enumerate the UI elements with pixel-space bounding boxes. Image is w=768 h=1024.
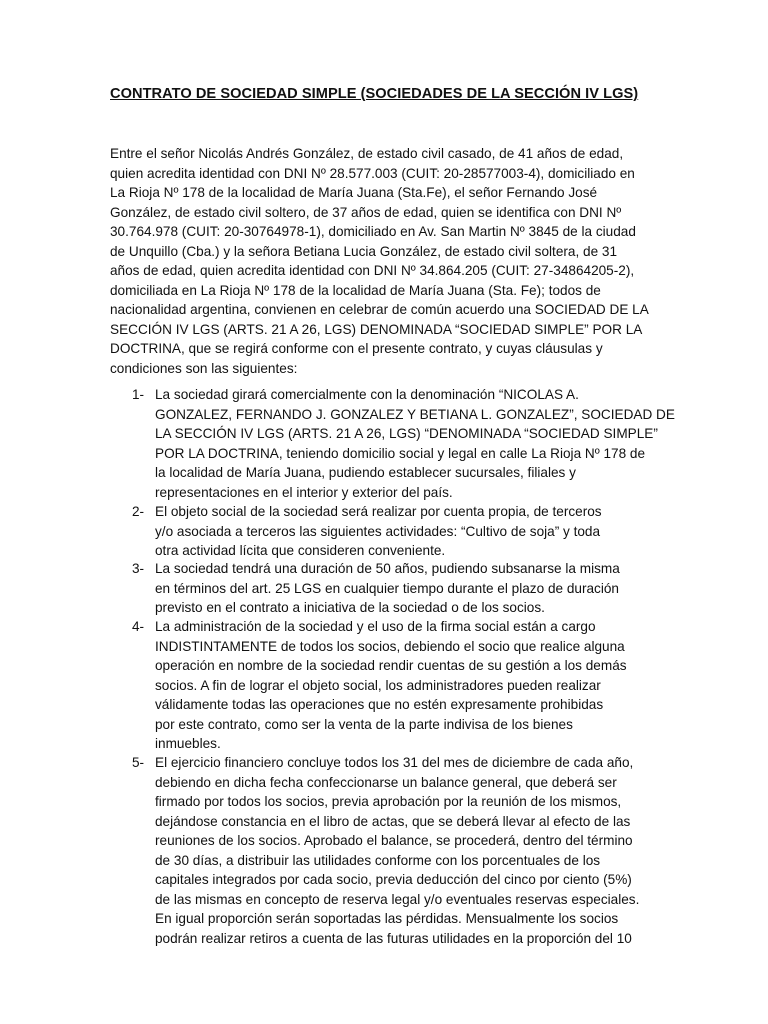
clause-line: socios. A fin de lograr el objeto social, los administradores pueden realizar — [155, 677, 601, 693]
document-title: CONTRATO DE SOCIEDAD SIMPLE (SOCIEDADES DE LA SECCIÓN IV LGS) — [110, 86, 639, 102]
intro-line: La Rioja Nº 178 de la localidad de María Juana (Sta.Fe), el señor Fernando José — [110, 185, 598, 200]
clause-line: POR LA DOCTRINA, teniendo domicilio social y legal en calle La Rioja Nº 178 de — [155, 445, 646, 461]
clause-text — [155, 502, 675, 561]
clause-number: 4- — [132, 619, 145, 634]
clause-number: 3- — [132, 561, 145, 576]
clause-line: En igual proporción serán soportadas las pérdidas. Mensualmente los socios — [155, 911, 619, 926]
intro-line: domiciliada en La Rioja Nº 178 de la localidad de María Juana (Sta. Fe); todos de — [110, 282, 601, 298]
clause-line: firmado por todos los socios, previa aprobación por la reunión de los mismos, — [155, 794, 622, 809]
clause-line: representaciones en el interior y exterior del país. — [155, 484, 453, 500]
clause-line: dejándose constancia en el libro de actas, que se deberá llevar al efecto de las — [155, 813, 631, 829]
clause-line: otra actividad lícita que consideren conveniente. — [155, 543, 446, 558]
clause-number: 5- — [132, 755, 145, 770]
intro-line: nacionalidad argentina, convienen en celebrar de común acuerdo una SOCIEDAD DE LA — [110, 302, 649, 317]
intro-line: 30.764.978 (CUIT: 20-30764978-1), domiciliado en Av. San Martin Nº 3845 de la ciudad — [110, 224, 636, 239]
clause-text — [155, 617, 675, 754]
clause-line: La sociedad girará comercialmente con la denominación “NICOLAS A. — [155, 387, 579, 402]
clause-line: operación en nombre de la sociedad rendir cuentas de su gestión a los demás — [155, 658, 627, 673]
clause-line: capitales integrados por cada socio, previa deducción del cinco por ciento (5%) — [155, 872, 632, 887]
intro-line: quien acredita identidad con DNI Nº 28.577.003 (CUIT: 20-28577003-4), domiciliado en — [110, 165, 635, 181]
clause-number: 2- — [132, 504, 145, 519]
clause-line: por este contrato, como ser la venta de la parte indivisa de los bienes — [155, 716, 573, 732]
intro-line: años de edad, quien acredita identidad con DNI Nº 34.864.205 (CUIT: 27-34864205-2), — [110, 263, 635, 278]
clause-line: podrán realizar retiros a cuenta de las futuras utilidades en la proporción del 10 — [155, 930, 632, 946]
clause-line: y/o asociada a terceros las siguientes actividades: “Cultivo de soja” y toda — [155, 523, 601, 539]
clause-line: El objeto social de la sociedad será realizar por cuenta propia, de terceros — [155, 504, 602, 519]
clause-line: La sociedad tendrá una duración de 50 años, pudiendo subsanarse la misma — [155, 561, 620, 576]
intro-line: condiciones son las siguientes: — [110, 360, 298, 376]
intro-line: SECCIÓN IV LGS (ARTS. 21 A 26, LGS) DENOMINADA “SOCIEDAD SIMPLE” POR LA — [110, 321, 643, 337]
clause-line: reuniones de los socios. Aprobado el balance, se procederá, dentro del término — [155, 833, 633, 848]
clause-line: INDISTINTAMENTE de todos los socios, debiendo el socio que realice alguna — [155, 638, 625, 654]
intro-paragraph — [110, 144, 670, 378]
clause-line: GONZALEZ, FERNANDO J. GONZALEZ Y BETIANA L. GONZALEZ”, SOCIEDAD DE — [155, 406, 675, 422]
intro-line: Entre el señor Nicolás Andrés González, de estado civil casado, de 41 años de edad, — [110, 146, 624, 161]
clause-line: inmuebles. — [155, 736, 221, 751]
clause-text — [155, 559, 675, 618]
clause-text — [155, 385, 675, 502]
clause-line: de las mismas en concepto de reserva legal y/o eventuales reservas especiales. — [155, 891, 640, 907]
intro-line: de Unquillo (Cba.) y la señora Betiana Lucia González, de estado civil soltera, de 31 — [110, 243, 618, 259]
clause-line: La administración de la sociedad y el uso de la firma social están a cargo — [155, 619, 596, 634]
clause-line: de 30 días, a distribuir las utilidades conforme con los porcentuales de los — [155, 852, 601, 868]
clause-line: previsto en el contrato a iniciativa de la sociedad o de los socios. — [155, 600, 545, 615]
clause-line: válidamente todas las operaciones que no estén expresamente prohibidas — [155, 697, 604, 712]
clause-text — [155, 753, 675, 948]
clause-line: la localidad de María Juana, pudiendo establecer sucursales, filiales y — [155, 465, 576, 480]
intro-line: DOCTRINA, que se regirá conforme con el presente contrato, y cuyas cláusulas y — [110, 341, 603, 356]
clause-line: El ejercicio financiero concluye todos los 31 del mes de diciembre de cada año, — [155, 755, 634, 770]
clause-number: 1- — [132, 387, 145, 402]
intro-line: González, de estado civil soltero, de 37 años de edad, quien se identifica con DNI Nº — [110, 204, 622, 220]
clause-line: en términos del art. 25 LGS en cualquier tiempo durante el plazo de duración — [155, 580, 619, 596]
clause-line: debiendo en dicha fecha confeccionarse un balance general, que deberá ser — [155, 774, 617, 790]
clause-line: LA SECCIÓN IV LGS (ARTS. 21 A 26, LGS) “DENOMINADA “SOCIEDAD SIMPLE” — [155, 426, 658, 441]
